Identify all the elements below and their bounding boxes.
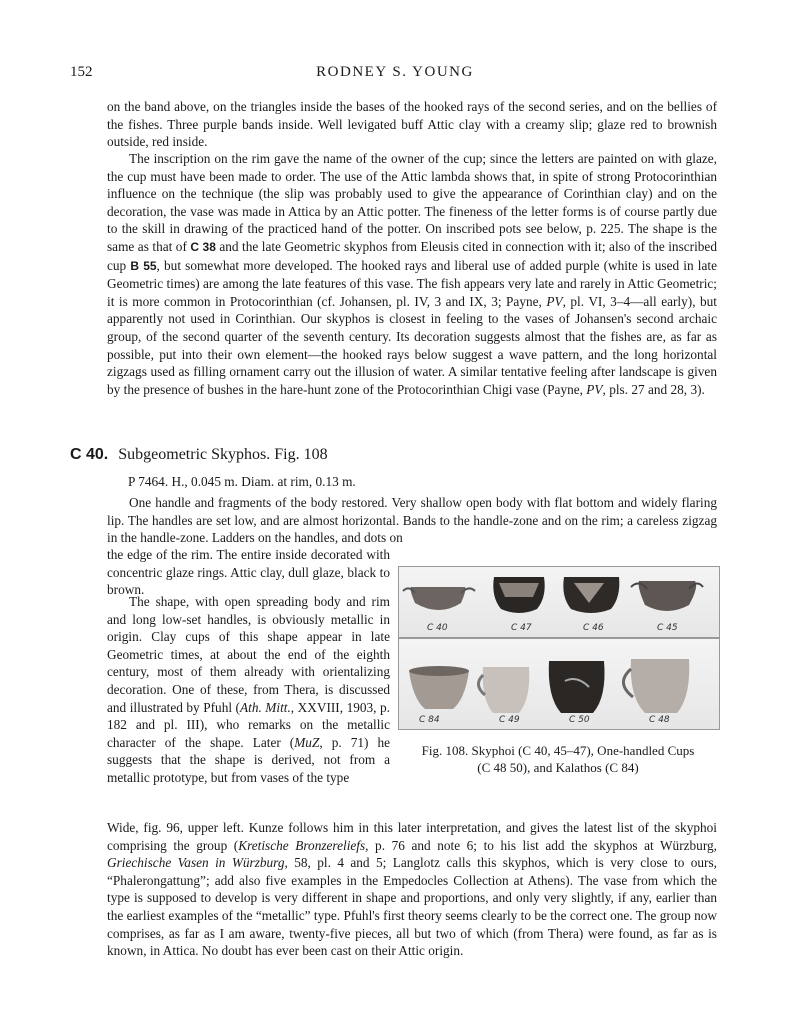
ref-pv-2: PV (586, 381, 603, 397)
label-c46: C 46 (583, 623, 604, 633)
ref-muz: MuZ (294, 734, 320, 750)
paragraph-1 (107, 98, 717, 151)
running-head: RODNEY S. YOUNG (316, 64, 474, 80)
caption-line-2: (C 48 50), and Kalathos (C 84) (477, 760, 639, 775)
label-c48: C 48 (649, 715, 670, 725)
p2-text-c: , but somewhat more developed. The hooked rays and liberal use of added purple (white is used in late Geometric times) are among the late features of this vase. The fish appears very late and rarely in Attic Geometric; it is more common in Protocorinthian (cf. Johansen, pl. IV, 3 and IX, 3; Payne, (107, 257, 717, 309)
ref-ath-mitt: Ath. Mitt. (240, 699, 291, 715)
paragraph-4 (107, 593, 390, 787)
p2-text-e: , pls. 27 and 28, 3). (602, 381, 705, 397)
label-c49: C 49 (499, 715, 520, 725)
paragraph-2 (107, 150, 717, 398)
catalogue-number: C 40. (70, 446, 109, 463)
catalogue-meta: P 7464. H., 0.045 m. Diam. at rim, 0.13 m. (128, 474, 356, 489)
ref-pv-1: PV (546, 293, 563, 309)
p2-text-b: and the late Geometric skyphos from Eleusis cited in connection with it; also of the inscribed cup (107, 238, 717, 273)
p2-text-a: The inscription on the rim gave the name of the owner of the cup; since the letters are painted on with glaze, the cup must have been made to order. The use of the Attic lambda shows that, in spite of strong Protocorinthian influence on the technique (the slip was probably used to give the appearance of Corinthian clay) and on the decoration, the vase was made in Attica by an Attic potter. The fineness of the letter forms is of course partly due to the skill in drawing of the practiced hand of the potter. On inscribed pots see below, p. 225. The shape is the same as that of (107, 151, 717, 254)
p5-text-b: , p. 76 and note 6; to his list add the skyphos at Würzburg, (365, 837, 717, 853)
label-c45: C 45 (657, 623, 678, 633)
label-c50: C 50 (569, 715, 590, 725)
p4-text-c: , p. 71) he suggests that the shape is derived, not from a metallic prototype, but from vases of the type (107, 734, 391, 785)
ref-kretische: Kretische Bronzereliefs (238, 837, 366, 853)
p4-text-b: , XXVIII, 1903, p. 182 and pl. III), who remarks on the metallic character of the shape. Later ( (107, 699, 390, 750)
p5-text-c: , 58, pl. 4 and 5; Langlotz calls this skyphos, which is very close to ours, “Phalerongattung”; add also five examples in the Empedocles Collection at Athens). The vase from which the type is supposed to develop is very different in shape and proportions, and only very slightly, if any, earlier than the earliest examples of the “metallic” type. Pfuhl's first theory seems clearly to be the correct one. The group now comprises, as far as I am aware, twenty-five pieces, all but two of which (from Thera) were found, as far as is known, in Attica. No doubt has ever been cast on their Attic origin. (107, 855, 717, 959)
paragraph-3-continued: the edge of the rim. The entire inside decorated with concentric glaze rings. Attic clay, dull glaze, black to brown. (107, 547, 390, 598)
label-c84: C 84 (419, 715, 440, 725)
paragraph-5 (107, 819, 717, 960)
ref-griechische: Griechische Vasen in Würzburg (107, 855, 285, 871)
catalogue-heading (70, 446, 328, 464)
p5-text-a: Wide, fig. 96, upper left. Kunze follows him in this later interpretation, and gives the latest list of the skyphoi comprising the group ( (107, 820, 717, 853)
p4-text-a: The shape, with open spreading body and rim and long low-set handles, is obviously metallic in origin. Clay cups of this shape appear in late Geometric times, at about the end of the eighth century, most of them already with orientalizing decoration. One of these, from Thera, is discussed and illustrated by Pfuhl ( (107, 594, 390, 715)
figure-photo-bottom (398, 638, 720, 730)
paragraph-1-text: on the band above, on the triangles inside the bases of the hooked rays of the second series, and on the bellies of the fishes. Three purple bands inside. Well levigated buff Attic clay with a creamy slip; glaze red to brownish outside, red inside. (107, 99, 717, 150)
cups-kalathos-photo (399, 639, 719, 729)
p2-text-d: , pl. VI, 3–4—all early), but apparently not used in Corinthian. Our skyphos is closest in feeling to the vases of Johansen's second archaic group, of the second quarter of the seventh century. Its decoration suggests almost that the fishes are, as far as possible, put into their own element—the hooked rays below suggest a wave pattern, and the long horizontal zigzags used as filling ornament carry out the illusion of water. A similar tentative feeling after landscape is given by the presence of bushes in the hare-hunt zone of the Protocorinthian Chigi vase (Payne, (107, 293, 717, 397)
figure-caption (398, 742, 718, 776)
catalogue-title: Subgeometric Skyphos. Fig. 108 (118, 446, 328, 463)
ref-c38: C 38 (190, 239, 216, 254)
ref-b55: B 55 (130, 258, 157, 273)
label-c47: C 47 (511, 623, 532, 633)
caption-line-1: Fig. 108. Skyphoi (C 40, 45–47), One-handled Cups (421, 743, 695, 758)
page-header (70, 64, 720, 84)
label-c40: C 40 (427, 623, 448, 633)
paragraph-3: One handle and fragments of the body restored. Very shallow open body with flat bottom and widely flaring lip. The handles are set low, and are almost horizontal. Bands to the handle-zone and on the rim; a careless zigzag in the handle-zone. Ladders on the handles, and dots on (107, 495, 717, 546)
figure-photo-top (398, 566, 720, 638)
page-number: 152 (70, 64, 93, 80)
